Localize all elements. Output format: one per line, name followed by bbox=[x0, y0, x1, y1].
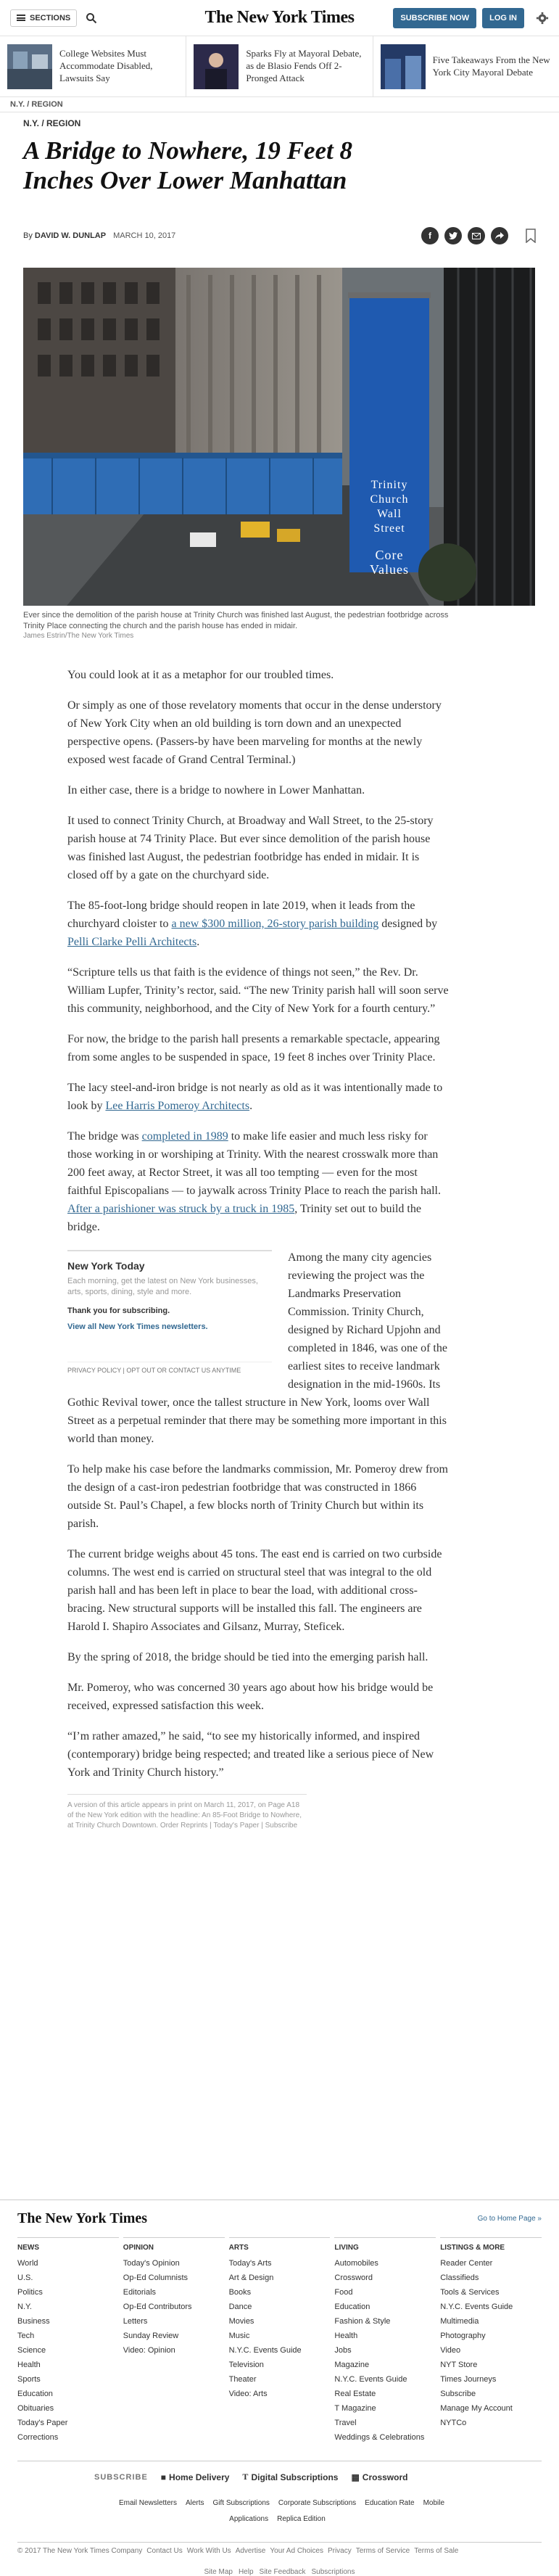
footer-link[interactable]: Today's Opinion bbox=[123, 2259, 180, 2268]
footer-link[interactable]: Theater bbox=[228, 2375, 257, 2384]
footer-link[interactable]: © 2017 The New York Times Company bbox=[17, 2547, 143, 2555]
promo-item[interactable] bbox=[0, 36, 186, 96]
footer-link[interactable]: Op-Ed Columnists bbox=[123, 2273, 189, 2282]
banner-line: Wall bbox=[377, 508, 402, 520]
paragraph bbox=[67, 1127, 450, 1236]
footer-link[interactable]: Health bbox=[17, 2361, 41, 2369]
paragraph: To help make his case before the landmarks commission, Mr. Pomeroy drew from the design of a cast-iron pedestrian footbridge that was constructed in 1866 outside St. Paul’s Chapel, a few blocks north of Trinity Church but within its parish. bbox=[67, 1463, 448, 1530]
footer-link[interactable]: Editorials bbox=[123, 2288, 157, 2297]
footer-link[interactable]: Business bbox=[17, 2317, 50, 2326]
twitter-icon[interactable] bbox=[444, 227, 462, 244]
footer-link[interactable]: Contact Us bbox=[146, 2547, 183, 2555]
banner-line: Trinity bbox=[370, 479, 408, 491]
footer-link[interactable]: Obituaries bbox=[17, 2404, 54, 2413]
footer-link[interactable]: Corporate Subscriptions bbox=[278, 2499, 357, 2507]
text-run: The lacy steel-and-iron bridge is not nearly as old as it was intentionally made to look by bbox=[67, 1082, 443, 1112]
paragraph bbox=[67, 897, 450, 951]
footer-link[interactable]: Food bbox=[334, 2288, 353, 2297]
bookmark-icon[interactable] bbox=[526, 229, 536, 243]
banner-line: Street bbox=[373, 522, 405, 535]
footer-link[interactable]: Manage My Account bbox=[440, 2404, 513, 2413]
footer-link[interactable]: Video: Opinion bbox=[123, 2346, 175, 2355]
footer-link[interactable]: Privacy bbox=[327, 2547, 352, 2555]
text-run: The bridge was bbox=[67, 1130, 142, 1143]
footer-link[interactable]: Automobiles bbox=[334, 2259, 378, 2268]
newsletter-footer[interactable]: PRIVACY POLICY | OPT OUT OR CONTACT US ANYTIME bbox=[67, 1362, 272, 1374]
footer-link[interactable]: Weddings & Celebrations bbox=[334, 2433, 425, 2442]
crossword-icon: ▦ bbox=[351, 2472, 360, 2482]
footer-link[interactable]: Today's Arts bbox=[228, 2259, 272, 2268]
photo-illustration bbox=[23, 268, 535, 606]
footer-link[interactable]: Mobile Applications bbox=[229, 2499, 445, 2523]
footer-link[interactable]: U.S. bbox=[17, 2273, 33, 2282]
paragraph: The current bridge weighs about 45 tons. The east end is carried on two curbside columns. The west end is carried on structural steel that was integral to the old parish hall and has been left in place to bear the load, with additional cross-bracing. New structural supports will be installed this fall. The engineers are Harold I. Shapiro Associates and Gilsanz, Murray, Steficek. bbox=[67, 1548, 442, 1633]
footer-link[interactable]: Tech bbox=[17, 2332, 35, 2340]
login-button[interactable]: LOG IN bbox=[482, 8, 524, 28]
footer-link[interactable]: N.Y.C. Events Guide bbox=[228, 2346, 302, 2355]
nyt-logo[interactable]: The New York Times bbox=[204, 8, 355, 27]
article-body bbox=[0, 640, 450, 1831]
footer-link[interactable]: Subscriptions bbox=[311, 2568, 355, 2576]
sub-item-label: Digital Subscriptions bbox=[251, 2472, 339, 2482]
footer-link[interactable]: Multimedia bbox=[440, 2317, 479, 2326]
sitemap-links bbox=[0, 2568, 559, 2576]
print-edition-note: A version of this article appears in print on March 11, 2017, on Page A18 of the New York edition with the headline: An 85-Foot Bridge to Nowhere, at Trinity Church Downtown. Order Reprints | Today's Paper | Subscribe bbox=[67, 1794, 307, 1831]
legal-links bbox=[17, 2542, 542, 2555]
footer-link[interactable]: NYTCo bbox=[440, 2419, 467, 2427]
text-run: . bbox=[249, 1100, 253, 1112]
footer-link[interactable]: Health bbox=[334, 2332, 358, 2340]
footer-link[interactable]: Today's Paper bbox=[17, 2419, 68, 2427]
paragraph: Among the many city agencies reviewing the project was the Landmarks Preservation Commission. Trinity Church, designed by Richard Upjohn and completed in 1846, was one of the earliest sites to receive landmark designation in the mid-1960s. Its Gothic Revival tower, once the tallest structure in New York, looms over Wall Street as a perpetual reminder that there may be something more important in this world than money. bbox=[67, 1251, 447, 1445]
footer-link[interactable]: Books bbox=[228, 2288, 252, 2297]
photo-caption: Ever since the demolition of the parish house at Trinity Church was finished last August, the pedestrian footbridge across Trinity Place connecting the church and the parish house has ended in midair. bbox=[23, 611, 449, 630]
footer-link[interactable]: N.Y.C. Events Guide bbox=[334, 2375, 407, 2384]
banner-text bbox=[349, 478, 429, 577]
paragraph: You could look at it as a metaphor for our troubled times. bbox=[67, 669, 334, 681]
masthead-bar bbox=[0, 0, 559, 36]
footer-link[interactable]: Travel bbox=[334, 2419, 357, 2427]
footer-column-title: LISTINGS & MORE bbox=[440, 2237, 542, 2252]
publish-date: MARCH 10, 2017 bbox=[113, 231, 176, 240]
text-run: The 85-foot-long bridge should reopen in late 2019, when it leads from the churchyard cloister to bbox=[67, 900, 415, 930]
footer-link[interactable]: Reader Center bbox=[440, 2259, 493, 2268]
newsletter-description: Each morning, get the latest on New York businesses, arts, sports, dining, style and more. bbox=[67, 1277, 258, 1296]
home-icon: ■ bbox=[160, 2472, 167, 2482]
footer-link[interactable]: Education Rate bbox=[365, 2499, 415, 2507]
byline bbox=[23, 231, 175, 240]
footer-link[interactable]: Education bbox=[334, 2303, 370, 2311]
article-photo[interactable] bbox=[23, 268, 535, 606]
facebook-icon[interactable]: f bbox=[421, 227, 439, 244]
footer-link[interactable]: Site Map bbox=[204, 2568, 233, 2576]
footer-links bbox=[0, 2493, 559, 2527]
menu-icon bbox=[17, 15, 25, 21]
footer-link[interactable]: Movies bbox=[228, 2317, 254, 2326]
search-icon[interactable] bbox=[86, 10, 102, 26]
footer-link[interactable]: Email Newsletters bbox=[118, 2499, 177, 2507]
subscribe-row bbox=[17, 2461, 542, 2493]
paragraph: Or simply as one of those revelatory moments that occur in the dense understory of New York City when an old building is torn down and an unexpected perspective opens. (Passers-by have been marveling for months at the newly exposed west facade of Grand Central Terminal.) bbox=[67, 699, 442, 766]
footer-link[interactable]: Real Estate bbox=[334, 2390, 376, 2398]
subscribe-label: SUBSCRIBE bbox=[94, 2472, 148, 2482]
footer-link[interactable]: Photography bbox=[440, 2332, 486, 2340]
footer-link[interactable]: NYT Store bbox=[440, 2361, 478, 2369]
text-run: to make life easier and much less risky for those working in or worshiping at Trinity. With the nearest crosswalk more than 200 feet away, at Rector Street, it was all too tempting — even for the most faithful Episcopalians — to jaywalk across Trinity Place to reach the parish hall. bbox=[67, 1130, 441, 1197]
footer-logo[interactable]: The New York Times bbox=[17, 2210, 148, 2226]
footer-link[interactable]: Magazine bbox=[334, 2361, 370, 2369]
promo-headline: Sparks Fly at Mayoral Debate, as de Blasio Fends Off 2-Pronged Attack bbox=[246, 48, 362, 83]
home-delivery-link[interactable] bbox=[161, 2472, 230, 2482]
email-icon[interactable] bbox=[468, 227, 485, 244]
sections-button[interactable] bbox=[10, 9, 77, 27]
paragraph: In either case, there is a bridge to nowhere in Lower Manhattan. bbox=[67, 784, 365, 797]
footer-link[interactable]: Video: Arts bbox=[228, 2390, 268, 2398]
promo-item[interactable] bbox=[373, 36, 559, 96]
footer-column bbox=[440, 2237, 542, 2445]
promo-thumbnail bbox=[381, 44, 426, 89]
banner-line: Church bbox=[370, 493, 409, 506]
paragraph: “Scripture tells us that faith is the evidence of things not seen,” the Rev. Dr. William Lupfer, Trinity’s rector, said. “The new Trinity parish hall will soon serve this community, neighborhood, and the City of New York for a fourth century.” bbox=[67, 966, 449, 1015]
site-footer bbox=[0, 2200, 559, 2576]
footer-link[interactable]: T Magazine bbox=[334, 2404, 376, 2413]
paragraph: Mr. Pomeroy, who was concerned 30 years ago about how his bridge would be received, expressed satisfaction this week. bbox=[67, 1682, 434, 1712]
footer-link[interactable]: Times Journeys bbox=[440, 2375, 497, 2384]
gear-icon[interactable] bbox=[536, 12, 549, 25]
footer-link[interactable]: Gift Subscriptions bbox=[212, 2499, 270, 2507]
footer-link[interactable]: Alerts bbox=[185, 2499, 204, 2507]
footer-column-title: LIVING bbox=[334, 2237, 436, 2252]
footer-link[interactable]: Sunday Review bbox=[123, 2332, 179, 2340]
text-run: , Trinity set out to build the bridge. bbox=[67, 1203, 421, 1233]
footer-column-title: NEWS bbox=[17, 2237, 119, 2252]
byline-prefix: By bbox=[23, 231, 35, 240]
footer-column bbox=[229, 2237, 331, 2445]
newsletter-link[interactable]: View all New York Times newsletters. bbox=[67, 1322, 208, 1331]
footer-link[interactable]: N.Y.C. Events Guide bbox=[440, 2303, 513, 2311]
footer-link[interactable]: Replica Edition bbox=[277, 2515, 326, 2523]
newsletter-thanks: Thank you for subscribing. bbox=[67, 1306, 170, 1315]
paragraph: “I’m rather amazed,” he said, “to see my historically informed, and inspired (contemporary) bridge being respected; and treated like a serious piece of New York and Trinity Church history.” bbox=[67, 1730, 434, 1779]
sub-item-label: Home Delivery bbox=[169, 2472, 230, 2482]
paragraph bbox=[67, 1079, 450, 1115]
subscribe-button[interactable]: SUBSCRIBE NOW bbox=[393, 8, 476, 28]
footer-link[interactable]: Science bbox=[17, 2346, 46, 2355]
footer-link[interactable]: Art & Design bbox=[228, 2273, 274, 2282]
footer-link[interactable]: Fashion & Style bbox=[334, 2317, 391, 2326]
link-lee-harris-pomeroy[interactable]: Lee Harris Pomeroy Architects bbox=[105, 1100, 250, 1112]
byline-row bbox=[0, 195, 559, 244]
footer-link[interactable]: Crossword bbox=[334, 2273, 373, 2282]
newsletter-title: New York Today bbox=[67, 1260, 145, 1272]
go-home-link[interactable]: Go to Home Page » bbox=[477, 2215, 542, 2223]
link-completed-1989[interactable]: completed in 1989 bbox=[141, 1130, 228, 1143]
footer-column bbox=[334, 2237, 436, 2445]
footer-link[interactable]: Work With Us bbox=[186, 2547, 231, 2555]
paragraph: By the spring of 2018, the bridge should be tied into the emerging parish hall. bbox=[67, 1651, 428, 1663]
promo-headline: Five Takeaways From the New York City Mayoral Debate bbox=[432, 54, 550, 78]
newsletter-module bbox=[67, 1250, 272, 1374]
footer-link[interactable]: Corrections bbox=[17, 2433, 59, 2442]
digital-t-icon: T bbox=[242, 2472, 249, 2482]
footer-link[interactable]: Music bbox=[228, 2332, 250, 2340]
text-run: . bbox=[196, 936, 200, 948]
digital-subscriptions-link[interactable] bbox=[242, 2472, 338, 2482]
banner-line: Values bbox=[370, 562, 409, 577]
footer-link[interactable]: Terms of Service bbox=[355, 2547, 410, 2555]
footer-link[interactable]: Terms of Sale bbox=[414, 2547, 459, 2555]
section-label[interactable]: N.Y. / REGION bbox=[23, 118, 81, 128]
link-new-parish-building[interactable]: a new $300 million, 26-story parish building bbox=[171, 918, 379, 930]
promo-item[interactable] bbox=[186, 36, 373, 96]
footer-link[interactable]: Dance bbox=[228, 2303, 252, 2311]
footer-link[interactable]: World bbox=[17, 2259, 38, 2268]
footer-link[interactable]: Sports bbox=[17, 2375, 41, 2384]
crossword-link[interactable] bbox=[351, 2472, 407, 2482]
link-pelli-clarke-pelli[interactable]: Pelli Clarke Pelli Architects bbox=[67, 936, 197, 948]
text-run: designed by bbox=[378, 918, 438, 930]
share-tools bbox=[421, 227, 536, 244]
footer-link[interactable]: Classifieds bbox=[440, 2273, 479, 2282]
share-icon[interactable] bbox=[491, 227, 508, 244]
promo-thumbnail bbox=[194, 44, 239, 89]
sections-label: SECTIONS bbox=[30, 13, 71, 22]
link-parishioner-struck[interactable]: After a parishioner was struck by a truck in 1985 bbox=[67, 1203, 295, 1215]
footer-link[interactable]: Help bbox=[238, 2568, 254, 2576]
sub-item-label: Crossword bbox=[362, 2472, 408, 2482]
footer-link[interactable]: N.Y. bbox=[17, 2303, 32, 2311]
footer-link[interactable]: Jobs bbox=[334, 2346, 352, 2355]
article-headline: A Bridge to Nowhere, 19 Feet 8 Inches Over Lower Manhattan bbox=[23, 136, 353, 194]
footer-link[interactable]: Education bbox=[17, 2390, 53, 2398]
author-name[interactable]: DAVID W. DUNLAP bbox=[34, 231, 107, 240]
section-label-top[interactable]: N.Y. / REGION bbox=[0, 97, 559, 112]
footer-column bbox=[17, 2237, 119, 2445]
footer-link[interactable]: Site Feedback bbox=[259, 2568, 306, 2576]
photo-credit: James Estrin/The New York Times bbox=[23, 632, 134, 640]
footer-link[interactable]: Television bbox=[228, 2361, 264, 2369]
footer-link[interactable]: Advertise bbox=[235, 2547, 266, 2555]
footer-link[interactable]: Op-Ed Contributors bbox=[123, 2303, 192, 2311]
footer-link[interactable]: Letters bbox=[123, 2317, 148, 2326]
promo-strip bbox=[0, 36, 559, 97]
footer-columns bbox=[0, 2237, 559, 2445]
footer-column-title: ARTS bbox=[229, 2237, 331, 2252]
footer-link[interactable]: Politics bbox=[17, 2288, 43, 2297]
footer-link[interactable]: Video bbox=[440, 2346, 461, 2355]
paragraph: For now, the bridge to the parish hall presents a remarkable spectacle, appearing from some angles to be suspended in space, 19 feet 8 inches over Trinity Place. bbox=[67, 1033, 440, 1063]
paragraph: It used to connect Trinity Church, at Broadway and Wall Street, to the 25-story parish house at 74 Trinity Place. But ever since demolition of the parish house was finished last August, the pedestrian footbridge has ended in midair. It is closed off by a gate on the churchyard side. bbox=[67, 815, 434, 881]
banner-line: Core bbox=[375, 548, 404, 562]
footer-column bbox=[123, 2237, 225, 2445]
footer-link[interactable]: Tools & Services bbox=[440, 2288, 500, 2297]
footer-link[interactable]: Your Ad Choices bbox=[270, 2547, 323, 2555]
footer-column-title: OPINION bbox=[123, 2237, 225, 2252]
promo-headline: College Websites Must Accommodate Disabled, Lawsuits Say bbox=[59, 48, 153, 83]
footer-link[interactable]: Subscribe bbox=[440, 2390, 476, 2398]
promo-thumbnail bbox=[7, 44, 52, 89]
